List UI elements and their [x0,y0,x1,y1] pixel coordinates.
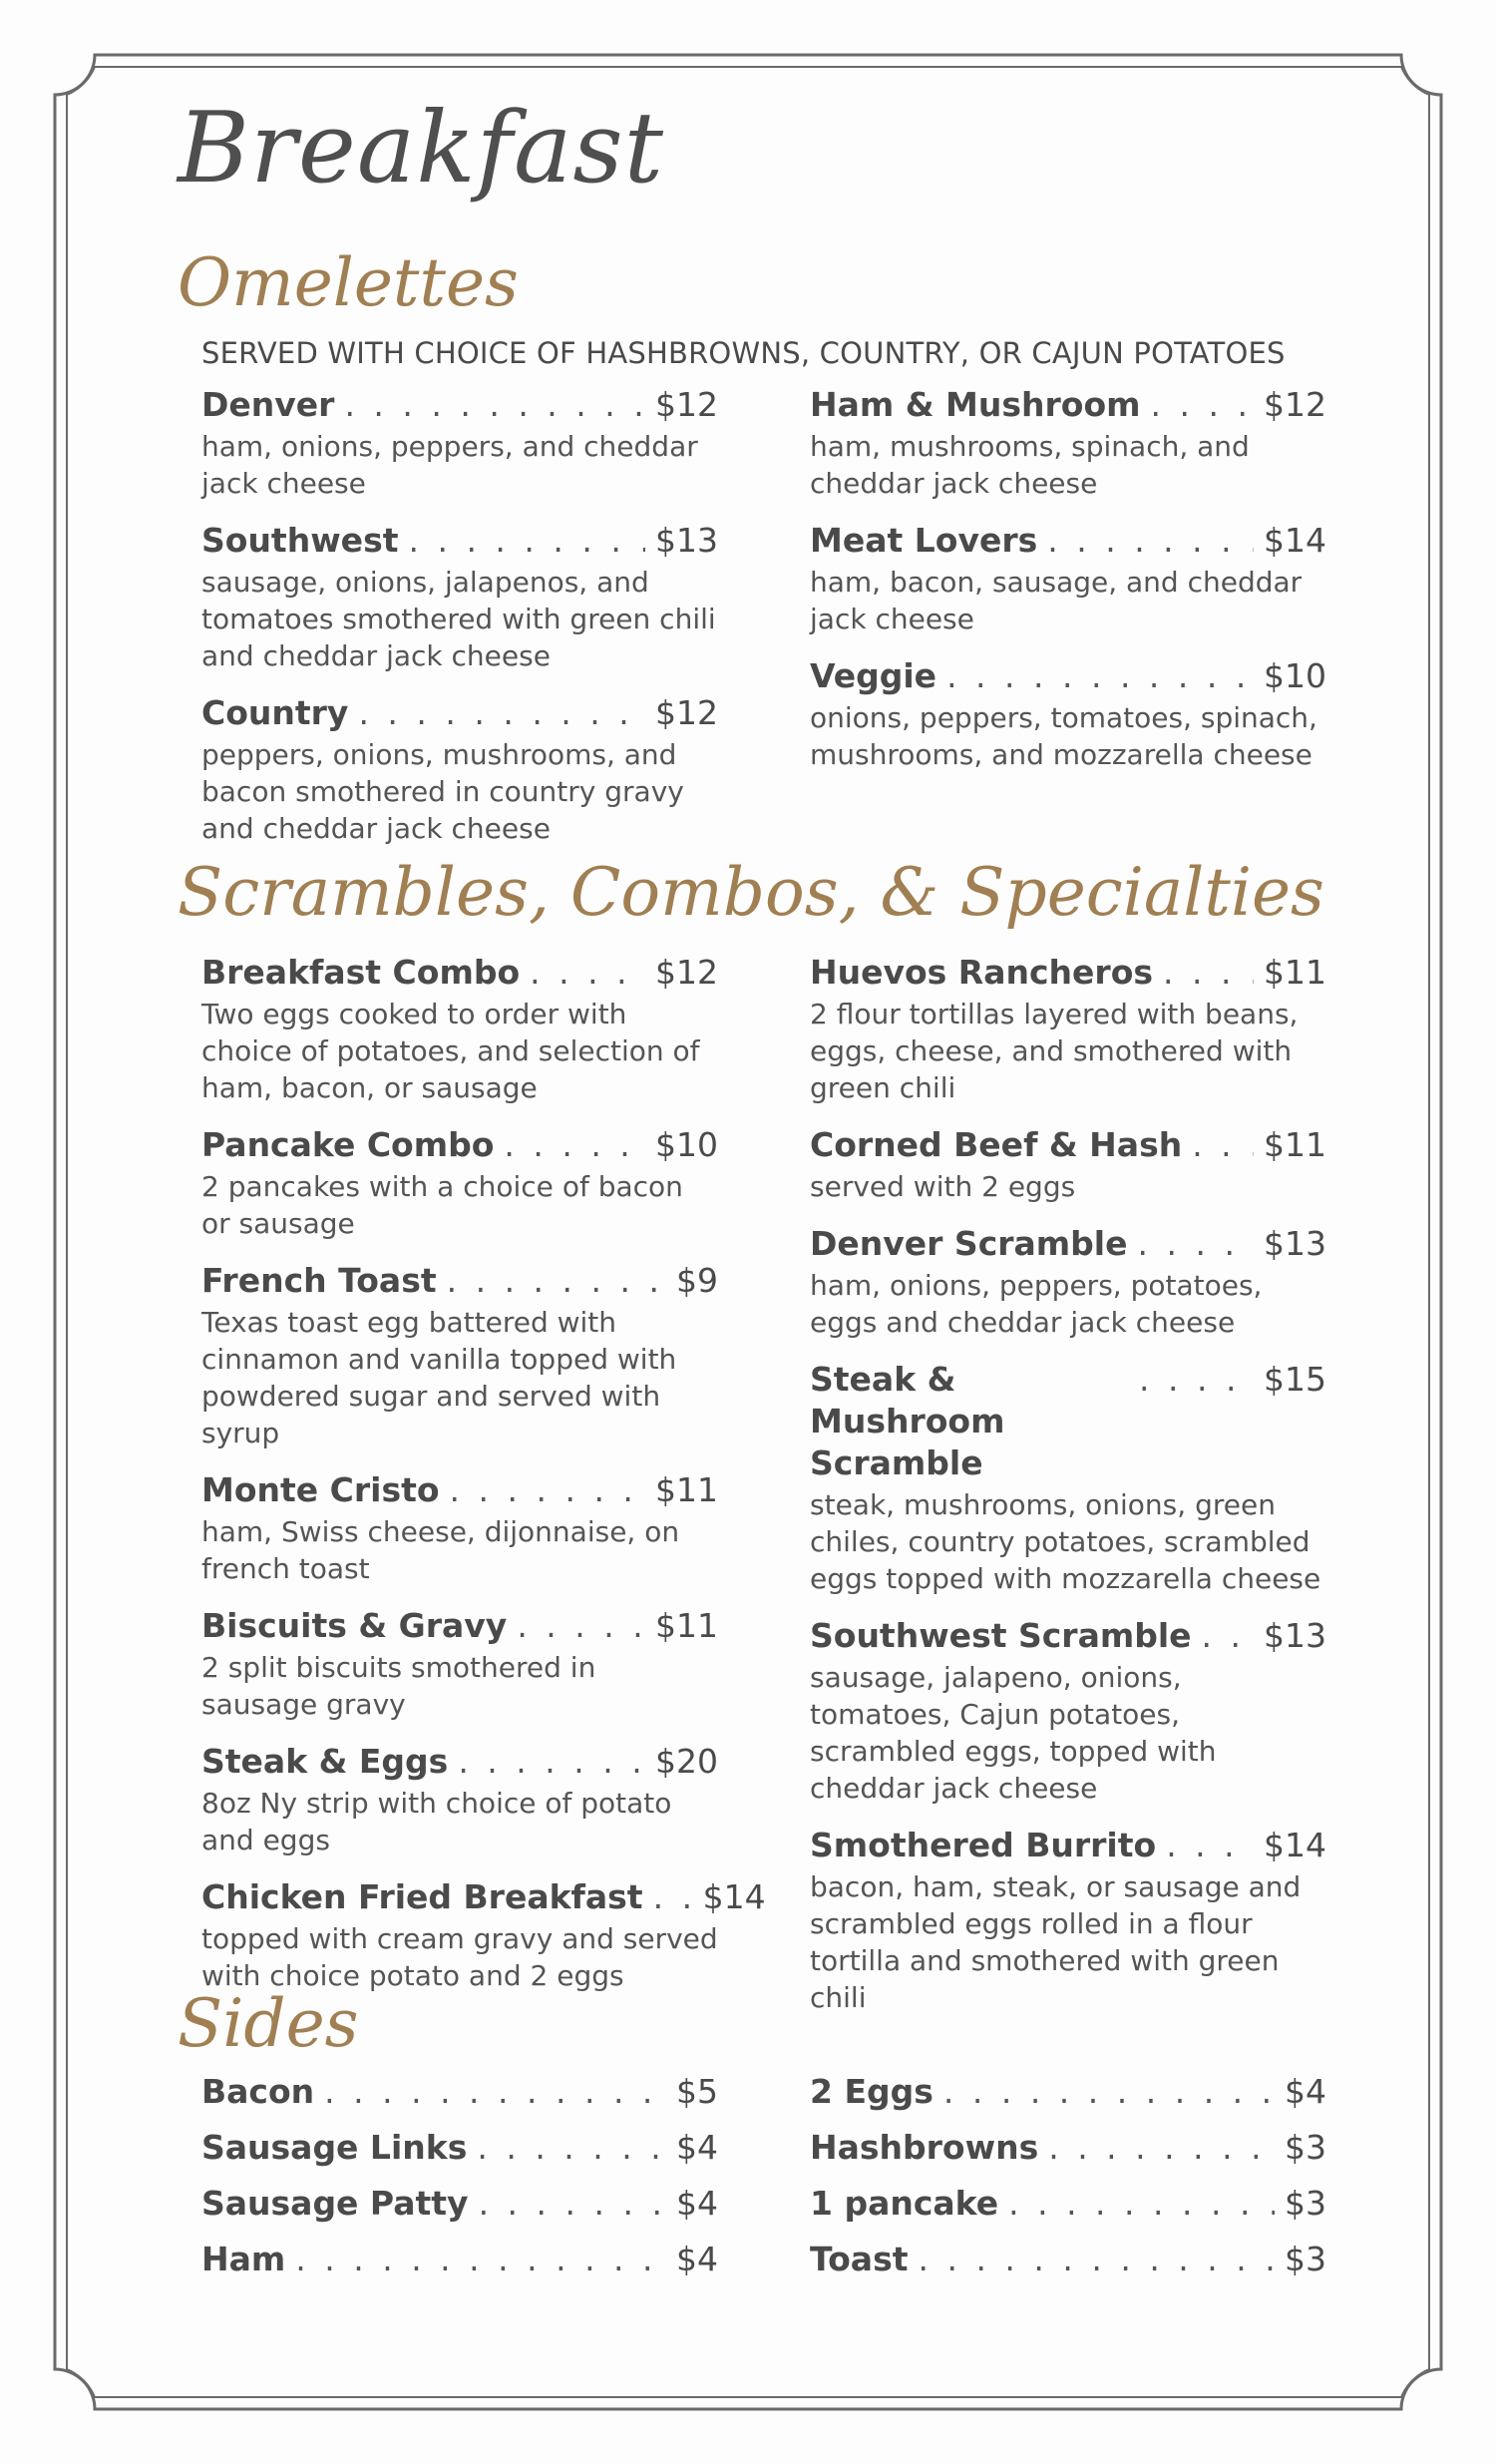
omelettes-heading: Omelettes [178,244,519,321]
menu-item [201,384,718,502]
menu-item [201,2071,718,2113]
item-price: $3 [1285,2240,1326,2278]
item-description: Texas toast egg battered with cinnamon and vanilla topped with powdered sugar and served with syrup [201,1306,677,1449]
menu-item [810,520,1326,637]
item-description: peppers, onions, mushrooms, and bacon smothered in country gravy and cheddar jack cheese [201,738,684,845]
menu-item [201,1260,718,1451]
item-price: $5 [676,2072,718,2111]
item-name: Ham [201,2240,286,2278]
item-description: 2 flour tortillas layered with beans, eggs, cheese, and smothered with green chili [810,998,1299,1104]
item-name: Monte Cristo [201,1470,440,1509]
menu-item [810,1223,1326,1341]
menu-item [810,2183,1326,2225]
item-name: Biscuits & Gravy [201,1606,508,1645]
item-description: ham, bacon, sausage, and cheddar jack cheese [810,566,1303,635]
scrambles-left-column [201,952,766,2012]
menu-item [810,952,1326,1106]
item-name: Pancake Combo [201,1125,495,1164]
item-price: $4 [676,2184,718,2223]
item-price: $11 [1264,1125,1326,1164]
item-price: $14 [702,1877,766,1916]
item-price: $13 [655,521,718,560]
item-name: Sausage Patty [201,2184,469,2223]
menu-item [810,1359,1326,1597]
item-description: onions, peppers, tomatoes, spinach, mushrooms, and mozzarella cheese [810,701,1317,771]
item-price: $12 [655,953,718,992]
item-name: Steak & Mushroom Scramble [810,1360,1005,1482]
item-description: sausage, onions, jalapenos, and tomatoes smothered with green chili and cheddar jack cheese [201,566,716,672]
item-description: steak, mushrooms, onions, green chiles, country potatoes, scrambled eggs topped with mozzarella cheese [810,1488,1321,1595]
item-description: ham, mushrooms, spinach, and cheddar jack cheese [810,430,1250,500]
item-name: Breakfast Combo [201,953,521,992]
item-price: $4 [676,2240,718,2278]
sides-left-column [201,2071,718,2294]
item-description: sausage, jalapeno, onions, tomatoes, Cajun potatoes, scrambled eggs, topped with cheddar jack cheese [810,1661,1217,1805]
menu-item [201,520,718,674]
scrambles-right-column [810,952,1326,2034]
item-price: $10 [1264,656,1326,695]
menu-item [201,1469,718,1587]
item-name: Steak & Eggs [201,1742,449,1781]
menu-item [201,1605,718,1723]
omelettes-left-column [201,384,718,865]
item-description: 2 pancakes with a choice of bacon or sausage [201,1170,683,1240]
menu-item [201,1124,718,1242]
item-name: Denver [201,385,335,424]
item-price: $14 [1264,1826,1326,1864]
item-price: $15 [1264,1360,1326,1399]
item-name: 2 Eggs [810,2072,934,2111]
item-name: Corned Beef & Hash [810,1125,1183,1164]
item-name: Huevos Rancheros [810,953,1154,992]
menu-item [201,2239,718,2280]
item-name: Hashbrowns [810,2128,1039,2167]
item-name: Veggie [810,656,937,695]
sides-heading: Sides [178,1985,359,2062]
item-description: Two eggs cooked to order with choice of potatoes, and selection of ham, bacon, or sausage [201,998,700,1104]
menu-item [810,1825,1326,2016]
item-description: topped with cream gravy and served with choice potato and 2 eggs [201,1922,718,1992]
menu-title: Breakfast [178,92,665,205]
item-description: bacon, ham, steak, or sausage and scrambled eggs rolled in a flour tortilla and smothered with green chili [810,1870,1302,2014]
item-name: Smothered Burrito [810,1826,1157,1864]
item-name: Ham & Mushroom [810,385,1141,424]
omelettes-note: SERVED WITH CHOICE OF HASHBROWNS, COUNTRY, OR CAJUN POTATOES [201,336,1286,370]
item-price: $12 [655,693,718,732]
item-price: $13 [1264,1616,1326,1655]
menu-item [201,1876,766,1994]
menu-item [810,2127,1326,2169]
item-price: $3 [1285,2184,1326,2223]
menu-item [201,1741,718,1858]
menu-item [810,2239,1326,2280]
scrambles-heading: Scrambles, Combos, & Specialties [178,854,1324,931]
item-name: Southwest [201,521,399,560]
menu-item [810,384,1326,502]
menu-item [201,952,718,1106]
omelettes-right-column [810,384,1326,791]
item-price: $13 [1264,1224,1326,1263]
item-price: $12 [1264,385,1326,424]
item-price: $14 [1264,521,1326,560]
item-price: $11 [655,1470,718,1509]
menu-item [810,2071,1326,2113]
sides-right-column [810,2071,1326,2294]
item-name: Bacon [201,2072,315,2111]
item-price: $4 [1285,2072,1326,2111]
item-name: Chicken Fried Breakfast [201,1877,643,1916]
item-price: $9 [676,1261,718,1300]
item-name: 1 pancake [810,2184,999,2223]
item-name: Meat Lovers [810,521,1038,560]
item-description: served with 2 eggs [810,1170,1076,1203]
item-name: Country [201,693,349,732]
item-description: ham, Swiss cheese, dijonnaise, on french toast [201,1515,680,1585]
menu-item [810,1124,1326,1205]
item-description: 2 split biscuits smothered in sausage gravy [201,1651,596,1721]
item-price: $12 [655,385,718,424]
menu-item [201,2127,718,2169]
menu-item [810,655,1326,773]
item-price: $10 [655,1125,718,1164]
item-name: Sausage Links [201,2128,468,2167]
item-price: $20 [655,1742,718,1781]
item-description: ham, onions, peppers, potatoes, eggs and cheddar jack cheese [810,1269,1263,1339]
menu-item [201,692,718,847]
item-description: 8oz Ny strip with choice of potato and eggs [201,1787,672,1856]
menu-item [201,2183,718,2225]
item-price: $11 [1264,953,1326,992]
item-price: $3 [1285,2128,1326,2167]
item-name: French Toast [201,1261,437,1300]
item-name: Denver Scramble [810,1224,1128,1263]
item-price: $11 [655,1606,718,1645]
menu-item [810,1615,1326,1807]
item-name: Toast [810,2240,909,2278]
item-description: ham, onions, peppers, and cheddar jack cheese [201,430,698,500]
item-price: $4 [676,2128,718,2167]
item-name: Southwest Scramble [810,1616,1192,1655]
